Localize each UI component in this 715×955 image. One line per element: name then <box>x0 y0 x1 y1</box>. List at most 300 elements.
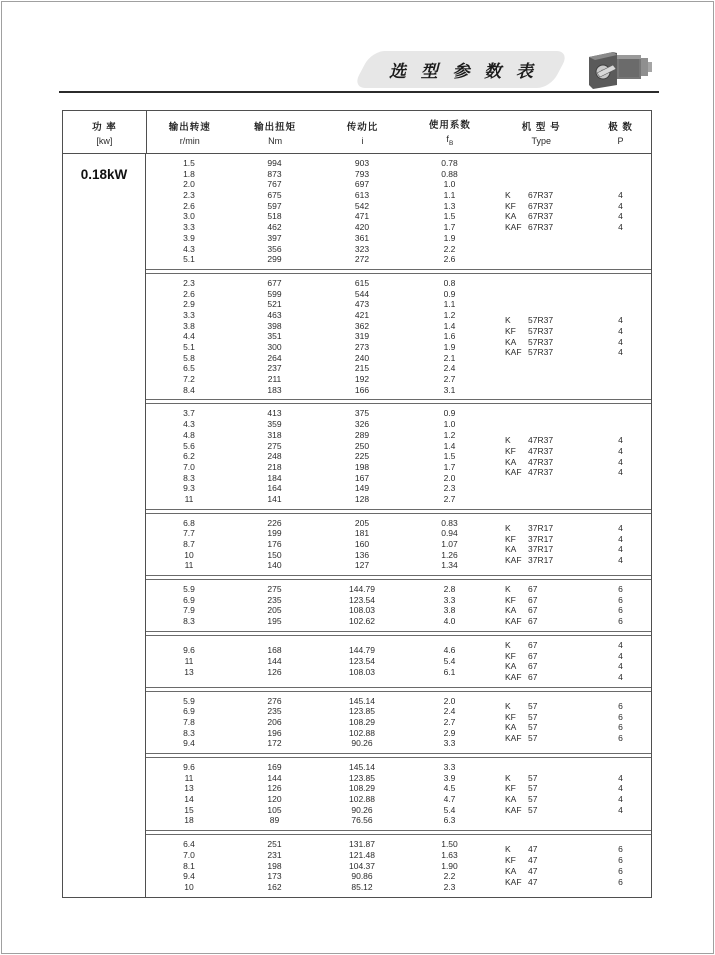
data-rows <box>146 762 492 826</box>
type-row <box>492 435 651 446</box>
ratio-value: 272 <box>354 254 370 265</box>
torque-value: 126 <box>267 783 282 794</box>
table-row <box>146 696 492 707</box>
poles-value: 4 <box>618 456 623 467</box>
model-number: 47R37 <box>528 467 554 478</box>
ratio-value: 420 <box>354 222 370 233</box>
ratio-value: 192 <box>354 374 370 385</box>
table-row <box>146 363 492 374</box>
speed-value: 9.4 <box>183 871 195 882</box>
model-type-value <box>492 773 590 784</box>
speed-value: 3.3 <box>183 222 195 233</box>
model-number: 57R37 <box>528 325 554 336</box>
model-prefix: KF <box>505 855 516 866</box>
model-number: 67R37 <box>528 200 554 211</box>
model-number: 67 <box>528 594 538 605</box>
table-row <box>146 728 492 739</box>
table-row <box>146 190 492 201</box>
factor-value: 0.9 <box>443 288 456 299</box>
table-row <box>146 430 492 441</box>
table-row <box>146 762 492 773</box>
speed-value: 8.3 <box>183 727 195 738</box>
model-number: 47R37 <box>528 435 554 446</box>
model-prefix: KA <box>505 865 517 876</box>
poles-value: 4 <box>618 671 623 682</box>
ratio-value: 145.14 <box>349 695 375 706</box>
torque-value: 264 <box>267 352 282 363</box>
table-row <box>146 815 492 826</box>
data-rows <box>146 645 492 677</box>
type-row <box>492 201 651 212</box>
model-number: 67 <box>528 605 538 616</box>
factor-value: 1.4 <box>443 440 456 451</box>
model-prefix: K <box>505 700 511 711</box>
ratio-value: 375 <box>354 408 370 419</box>
model-number: 67 <box>528 616 538 627</box>
model-prefix: KF <box>505 594 516 605</box>
type-row <box>492 523 651 534</box>
model-number: 57R37 <box>528 315 554 326</box>
factor-value: 4.0 <box>443 616 456 627</box>
model-prefix: K <box>505 639 511 650</box>
model-type-value <box>492 457 590 468</box>
type-row <box>492 457 651 468</box>
rating-group <box>146 692 651 753</box>
ratio-value: 76.56 <box>351 815 373 826</box>
type-row <box>492 651 651 662</box>
factor-value: 1.5 <box>443 211 456 222</box>
factor-value: 2.0 <box>443 695 456 706</box>
factor-value: 2.7 <box>443 493 456 504</box>
torque-value: 356 <box>267 243 282 254</box>
type-row <box>492 783 651 794</box>
poles-value: 6 <box>618 700 623 711</box>
header-power: 功 率 [kw] <box>63 111 147 153</box>
rating-group <box>146 154 651 269</box>
ratio-value: 166 <box>354 384 370 395</box>
model-type-value <box>492 190 590 201</box>
model-number: 47 <box>528 865 538 876</box>
model-number: 47 <box>528 855 538 866</box>
factor-value: 4.6 <box>443 645 456 656</box>
factor-value: 2.7 <box>443 716 456 727</box>
speed-value: 11 <box>184 772 194 783</box>
header-output-speed: 输出转速 r/min <box>168 121 211 146</box>
type-row <box>492 315 651 326</box>
model-prefix: KAF <box>505 616 522 627</box>
ratio-value: 421 <box>354 309 370 320</box>
model-type-value <box>492 616 590 627</box>
speed-value: 7.7 <box>183 528 195 539</box>
factor-value: 2.3 <box>443 881 456 892</box>
model-prefix: K <box>505 315 511 326</box>
table-row <box>146 550 492 561</box>
ratio-value: 108.29 <box>349 716 375 727</box>
speed-value: 6.5 <box>183 363 195 374</box>
table-row <box>146 783 492 794</box>
factor-value: 2.3 <box>443 483 456 494</box>
speed-value: 3.0 <box>183 211 195 222</box>
ratio-value: 90.86 <box>351 871 373 882</box>
torque-value: 206 <box>267 716 282 727</box>
table-row <box>146 419 492 430</box>
ratio-value: 136 <box>354 549 370 560</box>
table-row <box>146 595 492 606</box>
table-row <box>146 584 492 595</box>
speed-value: 7.0 <box>183 461 195 472</box>
table-row <box>146 839 492 850</box>
model-number: 57 <box>528 722 538 733</box>
ratio-value: 250 <box>354 440 370 451</box>
speed-value: 6.8 <box>183 517 195 528</box>
model-prefix: KF <box>505 711 516 722</box>
speed-value: 4.3 <box>183 419 195 430</box>
factor-value: 2.2 <box>443 243 456 254</box>
torque-value: 176 <box>267 539 282 549</box>
ratio-value: 123.54 <box>349 594 375 605</box>
gear-motor-image <box>583 43 657 93</box>
type-row <box>492 701 651 712</box>
type-row <box>492 773 651 784</box>
speed-value: 7.0 <box>183 849 195 860</box>
table-row <box>146 706 492 717</box>
factor-value: 2.4 <box>443 363 456 374</box>
model-type-value <box>492 805 590 816</box>
factor-value: 1.7 <box>443 461 456 472</box>
speed-value: 8.1 <box>183 860 195 871</box>
factor-value: 0.9 <box>443 408 456 419</box>
model-prefix: K <box>505 435 511 446</box>
factor-value: 3.3 <box>443 594 456 605</box>
torque-value: 144 <box>267 655 282 666</box>
poles-value: 4 <box>618 804 623 815</box>
poles-value: 4 <box>618 200 623 211</box>
model-number: 67R37 <box>528 211 554 222</box>
model-type-value <box>492 712 590 723</box>
model-number: 37R17 <box>528 522 554 533</box>
rating-group <box>146 274 651 400</box>
factor-value: 1.2 <box>443 429 456 440</box>
poles-value: 6 <box>618 584 623 595</box>
factor-value: 6.3 <box>443 815 456 826</box>
type-row <box>492 326 651 337</box>
ratio-value: 215 <box>354 363 370 374</box>
model-number: 47 <box>528 876 538 887</box>
torque-value: 126 <box>267 666 282 677</box>
speed-value: 2.3 <box>183 190 195 201</box>
type-row <box>492 866 651 877</box>
model-prefix: KAF <box>505 347 522 358</box>
model-prefix: KA <box>505 661 517 672</box>
poles-value: 4 <box>618 190 623 201</box>
model-number: 67 <box>528 650 538 661</box>
type-row <box>492 467 651 478</box>
torque-value: 120 <box>267 794 282 805</box>
factor-value: 2.8 <box>443 584 456 595</box>
speed-value: 6.2 <box>183 451 195 462</box>
torque-value: 518 <box>267 211 282 222</box>
speed-value: 2.9 <box>183 299 195 310</box>
ratio-value: 108.03 <box>349 666 375 677</box>
poles-value: 4 <box>618 544 623 555</box>
data-rows <box>146 518 492 571</box>
model-number: 67R37 <box>528 190 554 201</box>
speed-value: 13 <box>184 783 194 794</box>
table-row <box>146 299 492 310</box>
speed-value: 2.6 <box>183 200 195 211</box>
ratio-value: 471 <box>354 211 370 222</box>
torque-value: 318 <box>267 429 282 440</box>
type-rows <box>492 315 651 358</box>
table-row <box>146 645 492 656</box>
model-prefix: KA <box>505 722 517 733</box>
model-type-value <box>492 435 590 446</box>
speed-value: 1.8 <box>183 168 195 179</box>
header-ratio: 传动比 i <box>346 121 379 146</box>
model-prefix: KA <box>505 211 517 222</box>
torque-value: 398 <box>267 320 282 331</box>
rating-group <box>146 636 651 687</box>
torque-value: 235 <box>267 706 282 717</box>
poles-value: 4 <box>618 639 623 650</box>
ratio-value: 108.03 <box>349 605 375 616</box>
model-prefix: KAF <box>505 222 522 233</box>
type-row <box>492 222 651 233</box>
model-number: 67 <box>528 639 538 650</box>
page-title: 选 型 参 数 表 <box>389 62 538 81</box>
factor-value: 1.2 <box>443 309 456 320</box>
model-number: 67R37 <box>528 222 554 233</box>
speed-value: 7.2 <box>183 374 195 385</box>
model-type-value <box>492 446 590 457</box>
type-rows <box>492 190 651 233</box>
speed-value: 11 <box>184 493 194 504</box>
poles-value: 4 <box>618 325 623 336</box>
ratio-value: 473 <box>354 299 370 310</box>
table-row <box>146 882 492 893</box>
table-row <box>146 605 492 616</box>
speed-value: 10 <box>184 549 194 560</box>
table-header <box>63 111 651 154</box>
ratio-value: 102.62 <box>349 616 375 627</box>
table-row <box>146 385 492 396</box>
torque-value: 144 <box>267 772 282 783</box>
table-row <box>146 321 492 332</box>
model-type-value <box>492 467 590 478</box>
type-row <box>492 877 651 888</box>
table-body <box>63 154 651 897</box>
torque-value: 275 <box>267 440 282 451</box>
type-row <box>492 605 651 616</box>
data-rows <box>146 408 492 504</box>
table-row <box>146 539 492 550</box>
type-rows <box>492 435 651 478</box>
factor-value: 2.6 <box>443 254 456 265</box>
speed-value: 5.9 <box>183 695 195 706</box>
type-rows <box>492 773 651 816</box>
table-row <box>146 408 492 419</box>
factor-value: 1.9 <box>443 342 456 352</box>
speed-value: 8.7 <box>183 539 195 549</box>
power-rating: 0.18kW <box>63 154 146 897</box>
type-row <box>492 805 651 816</box>
ratio-value: 167 <box>354 472 370 483</box>
model-type-value <box>492 866 590 877</box>
table-row <box>146 773 492 784</box>
table-row <box>146 289 492 300</box>
model-number: 57 <box>528 711 538 722</box>
poles-value: 4 <box>618 772 623 783</box>
torque-value: 413 <box>267 408 282 419</box>
torque-value: 140 <box>267 560 282 571</box>
torque-value: 463 <box>267 309 282 320</box>
table-row <box>146 850 492 861</box>
ratio-value: 903 <box>354 158 370 168</box>
torque-value: 300 <box>267 342 282 352</box>
model-type-value <box>492 523 590 534</box>
ratio-value: 144.79 <box>349 584 375 595</box>
torque-value: 597 <box>267 200 282 211</box>
factor-value: 5.4 <box>443 655 456 666</box>
factor-value: 0.88 <box>441 168 458 179</box>
model-prefix: KAF <box>505 804 522 815</box>
model-number: 67 <box>528 661 538 672</box>
header-rule <box>59 91 659 93</box>
poles-value: 6 <box>618 616 623 627</box>
ratio-value: 198 <box>354 461 370 472</box>
model-type-value <box>492 877 590 888</box>
table-row <box>146 331 492 342</box>
torque-value: 172 <box>267 738 282 749</box>
factor-value: 0.83 <box>441 517 458 528</box>
poles-value: 6 <box>618 594 623 605</box>
table-row <box>146 871 492 882</box>
torque-value: 599 <box>267 288 282 299</box>
torque-value: 211 <box>267 374 282 385</box>
poles-value: 6 <box>618 732 623 743</box>
type-row <box>492 190 651 201</box>
speed-value: 8.3 <box>183 472 195 483</box>
model-prefix: KF <box>505 533 516 544</box>
model-type-value <box>492 701 590 712</box>
factor-value: 4.5 <box>443 783 456 794</box>
ratio-value: 225 <box>354 451 370 462</box>
torque-value: 521 <box>267 299 282 310</box>
type-row <box>492 337 651 348</box>
factor-value: 1.9 <box>443 232 456 243</box>
ratio-value: 90.26 <box>351 804 373 815</box>
torque-value: 248 <box>267 451 282 462</box>
torque-value: 276 <box>267 695 282 706</box>
torque-value: 231 <box>267 849 282 860</box>
factor-value: 1.0 <box>443 419 456 430</box>
rating-group <box>146 404 651 508</box>
rating-groups <box>146 154 651 897</box>
ratio-value: 615 <box>354 277 370 288</box>
factor-value: 0.94 <box>441 528 458 539</box>
model-type-value <box>492 315 590 326</box>
data-rows <box>146 158 492 265</box>
torque-value: 168 <box>267 645 282 656</box>
model-type-value <box>492 347 590 358</box>
model-number: 47R37 <box>528 445 554 456</box>
table-row <box>146 310 492 321</box>
torque-value: 226 <box>267 517 282 528</box>
header-poles: 极 数 P <box>608 121 633 146</box>
model-number: 37R17 <box>528 555 554 566</box>
type-row <box>492 446 651 457</box>
table-row <box>146 201 492 212</box>
factor-value: 3.3 <box>443 738 456 749</box>
ratio-value: 102.88 <box>349 794 375 805</box>
speed-value: 5.1 <box>183 254 195 265</box>
ratio-value: 362 <box>354 320 370 331</box>
type-row <box>492 555 651 566</box>
ratio-value: 240 <box>354 352 370 363</box>
model-prefix: K <box>505 772 511 783</box>
torque-value: 351 <box>267 331 282 342</box>
factor-value: 1.3 <box>443 200 456 211</box>
ratio-value: 326 <box>354 419 370 430</box>
torque-value: 359 <box>267 419 282 430</box>
speed-value: 7.8 <box>183 716 195 727</box>
speed-value: 18 <box>184 815 194 826</box>
speed-value: 4.4 <box>183 331 195 342</box>
model-number: 37R17 <box>528 544 554 555</box>
factor-value: 4.7 <box>443 794 456 805</box>
poles-value: 6 <box>618 711 623 722</box>
ratio-value: 128 <box>354 493 370 504</box>
model-prefix: KAF <box>505 555 522 566</box>
table-row <box>146 738 492 749</box>
model-prefix: KAF <box>505 467 522 478</box>
poles-value: 6 <box>618 855 623 866</box>
table-row <box>146 616 492 627</box>
model-prefix: KAF <box>505 732 522 743</box>
torque-value: 198 <box>267 860 282 871</box>
data-rows <box>146 278 492 396</box>
ratio-value: 613 <box>354 190 370 201</box>
table-row <box>146 278 492 289</box>
table-row <box>146 244 492 255</box>
type-row <box>492 616 651 627</box>
model-prefix: KA <box>505 544 517 555</box>
torque-value: 994 <box>267 158 282 168</box>
ratio-value: 697 <box>354 179 370 190</box>
speed-value: 8.3 <box>183 616 195 627</box>
model-prefix: KF <box>505 200 516 211</box>
type-row <box>492 640 651 651</box>
factor-value: 2.7 <box>443 374 456 385</box>
factor-value: 5.4 <box>443 804 456 815</box>
torque-value: 196 <box>267 727 282 738</box>
model-type-value <box>492 211 590 222</box>
ratio-value: 123.85 <box>349 772 375 783</box>
ratio-value: 121.48 <box>349 849 375 860</box>
torque-value: 299 <box>267 254 282 265</box>
model-number: 57 <box>528 804 538 815</box>
model-type-value <box>492 651 590 662</box>
factor-value: 1.07 <box>441 539 458 549</box>
factor-value: 1.0 <box>443 179 456 190</box>
type-row <box>492 534 651 545</box>
model-number: 57R37 <box>528 336 554 347</box>
speed-value: 13 <box>184 666 194 677</box>
table-row <box>146 222 492 233</box>
factor-value: 1.4 <box>443 320 456 331</box>
type-row <box>492 211 651 222</box>
factor-value: 1.7 <box>443 222 456 233</box>
